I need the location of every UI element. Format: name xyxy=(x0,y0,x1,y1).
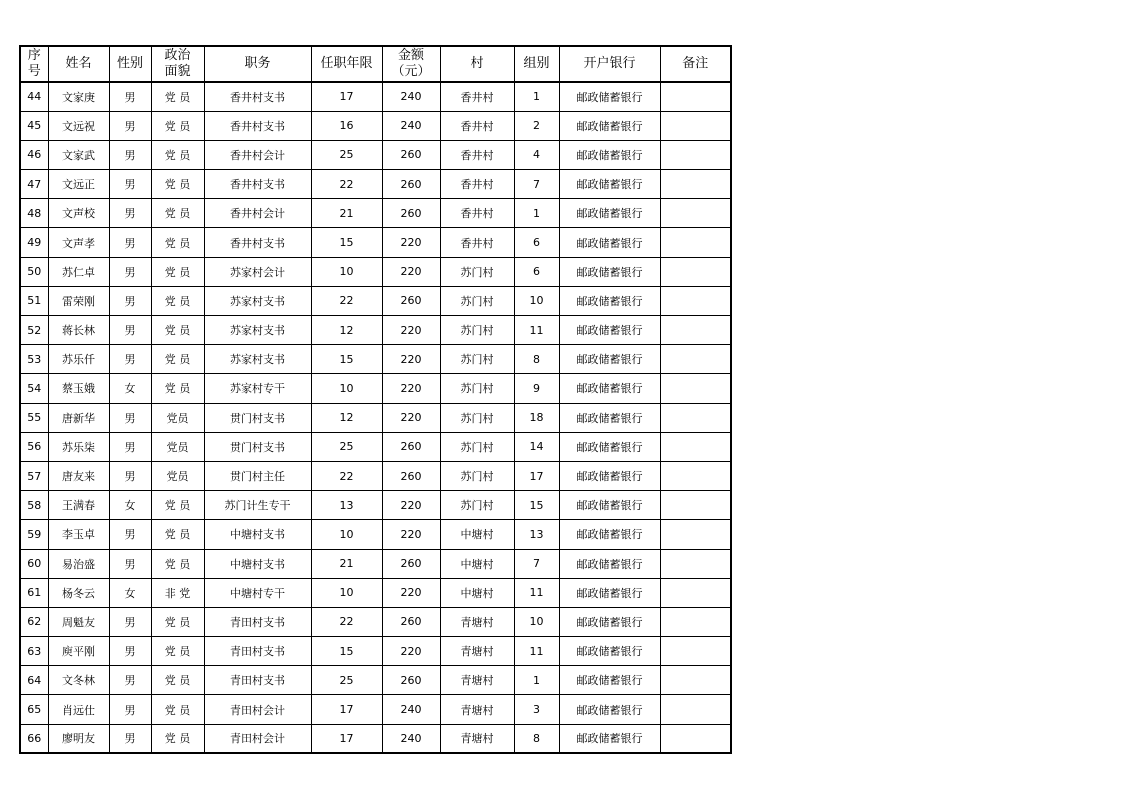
cell-party: 党 员 xyxy=(151,724,204,753)
cell-bank: 邮政储蓄银行 xyxy=(559,111,660,140)
cell-party: 党 员 xyxy=(151,257,204,286)
table-row xyxy=(20,491,731,520)
table-row xyxy=(20,724,731,753)
cell-name: 苏乐仟 xyxy=(48,345,109,374)
cell-gender: 男 xyxy=(109,199,151,228)
cell-gender: 男 xyxy=(109,432,151,461)
cell-gender: 女 xyxy=(109,578,151,607)
cell-bank: 邮政储蓄银行 xyxy=(559,345,660,374)
cell-bank: 邮政储蓄银行 xyxy=(559,695,660,724)
cell-group: 7 xyxy=(514,170,559,199)
cell-seq: 59 xyxy=(20,520,48,549)
table-row xyxy=(20,345,731,374)
table-row xyxy=(20,199,731,228)
cell-remark xyxy=(660,403,731,432)
cell-tenure: 10 xyxy=(311,578,382,607)
cell-amount: 240 xyxy=(382,111,440,140)
cell-gender: 男 xyxy=(109,461,151,490)
cell-bank: 邮政储蓄银行 xyxy=(559,228,660,257)
cell-amount: 260 xyxy=(382,607,440,636)
cell-position: 青田村会计 xyxy=(204,695,311,724)
cell-amount: 240 xyxy=(382,724,440,753)
cell-village: 青塘村 xyxy=(440,724,514,753)
cell-group: 8 xyxy=(514,345,559,374)
cell-remark xyxy=(660,374,731,403)
cell-village: 香井村 xyxy=(440,170,514,199)
cell-position: 贯门村支书 xyxy=(204,432,311,461)
cell-remark xyxy=(660,491,731,520)
cell-remark xyxy=(660,111,731,140)
cell-tenure: 12 xyxy=(311,403,382,432)
cell-seq: 64 xyxy=(20,666,48,695)
roster-table xyxy=(19,45,732,754)
header-name: 姓名 xyxy=(48,46,109,82)
cell-village: 苏门村 xyxy=(440,316,514,345)
cell-tenure: 17 xyxy=(311,695,382,724)
cell-name: 文声孝 xyxy=(48,228,109,257)
cell-seq: 66 xyxy=(20,724,48,753)
cell-position: 中塘村专干 xyxy=(204,578,311,607)
cell-position: 青田村支书 xyxy=(204,637,311,666)
cell-name: 廖明友 xyxy=(48,724,109,753)
cell-remark xyxy=(660,82,731,111)
cell-gender: 男 xyxy=(109,140,151,169)
cell-seq: 46 xyxy=(20,140,48,169)
cell-position: 中塘村支书 xyxy=(204,520,311,549)
cell-position: 香井村支书 xyxy=(204,228,311,257)
cell-seq: 58 xyxy=(20,491,48,520)
cell-group: 1 xyxy=(514,199,559,228)
cell-village: 中塘村 xyxy=(440,520,514,549)
cell-remark xyxy=(660,578,731,607)
cell-seq: 57 xyxy=(20,461,48,490)
cell-party: 党 员 xyxy=(151,637,204,666)
cell-remark xyxy=(660,724,731,753)
cell-party: 党 员 xyxy=(151,82,204,111)
header-group: 组别 xyxy=(514,46,559,82)
cell-village: 中塘村 xyxy=(440,549,514,578)
cell-party: 党 员 xyxy=(151,316,204,345)
cell-bank: 邮政储蓄银行 xyxy=(559,666,660,695)
cell-amount: 220 xyxy=(382,228,440,257)
cell-remark xyxy=(660,695,731,724)
cell-tenure: 15 xyxy=(311,228,382,257)
cell-remark xyxy=(660,228,731,257)
cell-amount: 260 xyxy=(382,170,440,199)
cell-bank: 邮政储蓄银行 xyxy=(559,520,660,549)
cell-tenure: 17 xyxy=(311,82,382,111)
cell-bank: 邮政储蓄银行 xyxy=(559,257,660,286)
header-seq xyxy=(20,46,48,82)
cell-tenure: 13 xyxy=(311,491,382,520)
cell-village: 苏门村 xyxy=(440,257,514,286)
cell-group: 18 xyxy=(514,403,559,432)
cell-village: 苏门村 xyxy=(440,374,514,403)
table-row xyxy=(20,461,731,490)
cell-party: 党员 xyxy=(151,461,204,490)
cell-position: 中塘村支书 xyxy=(204,549,311,578)
cell-tenure: 22 xyxy=(311,170,382,199)
cell-name: 文声校 xyxy=(48,199,109,228)
cell-party: 党 员 xyxy=(151,520,204,549)
table-row xyxy=(20,82,731,111)
cell-village: 青塘村 xyxy=(440,637,514,666)
table-row xyxy=(20,111,731,140)
cell-position: 香井村支书 xyxy=(204,170,311,199)
cell-remark xyxy=(660,549,731,578)
cell-tenure: 12 xyxy=(311,316,382,345)
cell-gender: 女 xyxy=(109,374,151,403)
cell-seq: 61 xyxy=(20,578,48,607)
header-gender: 性别 xyxy=(109,46,151,82)
cell-bank: 邮政储蓄银行 xyxy=(559,432,660,461)
cell-amount: 240 xyxy=(382,695,440,724)
table-row xyxy=(20,637,731,666)
cell-position: 香井村会计 xyxy=(204,199,311,228)
cell-position: 苏家村会计 xyxy=(204,257,311,286)
cell-seq: 50 xyxy=(20,257,48,286)
table-row xyxy=(20,316,731,345)
cell-party: 党 员 xyxy=(151,140,204,169)
cell-village: 苏门村 xyxy=(440,461,514,490)
cell-seq: 56 xyxy=(20,432,48,461)
header-village: 村 xyxy=(440,46,514,82)
cell-amount: 260 xyxy=(382,199,440,228)
cell-gender: 男 xyxy=(109,316,151,345)
cell-tenure: 21 xyxy=(311,549,382,578)
cell-name: 文远正 xyxy=(48,170,109,199)
cell-group: 11 xyxy=(514,316,559,345)
cell-bank: 邮政储蓄银行 xyxy=(559,637,660,666)
cell-seq: 49 xyxy=(20,228,48,257)
cell-bank: 邮政储蓄银行 xyxy=(559,403,660,432)
cell-party: 党 员 xyxy=(151,549,204,578)
table-row xyxy=(20,403,731,432)
cell-remark xyxy=(660,345,731,374)
cell-bank: 邮政储蓄银行 xyxy=(559,199,660,228)
cell-name: 杨冬云 xyxy=(48,578,109,607)
cell-group: 6 xyxy=(514,257,559,286)
cell-position: 香井村会计 xyxy=(204,140,311,169)
cell-seq: 51 xyxy=(20,286,48,315)
cell-seq: 54 xyxy=(20,374,48,403)
cell-amount: 260 xyxy=(382,286,440,315)
cell-position: 苏家村专干 xyxy=(204,374,311,403)
header-remark: 备注 xyxy=(660,46,731,82)
cell-tenure: 15 xyxy=(311,637,382,666)
cell-gender: 男 xyxy=(109,170,151,199)
cell-amount: 220 xyxy=(382,637,440,666)
cell-seq: 45 xyxy=(20,111,48,140)
cell-remark xyxy=(660,316,731,345)
cell-name: 苏乐柒 xyxy=(48,432,109,461)
cell-gender: 男 xyxy=(109,520,151,549)
cell-name: 李玉卓 xyxy=(48,520,109,549)
cell-position: 贯门村主任 xyxy=(204,461,311,490)
cell-tenure: 25 xyxy=(311,140,382,169)
cell-amount: 240 xyxy=(382,82,440,111)
cell-gender: 男 xyxy=(109,666,151,695)
cell-position: 青田村支书 xyxy=(204,666,311,695)
cell-village: 香井村 xyxy=(440,111,514,140)
cell-gender: 女 xyxy=(109,491,151,520)
cell-party: 党 员 xyxy=(151,491,204,520)
table-row xyxy=(20,228,731,257)
cell-party: 党 员 xyxy=(151,666,204,695)
cell-amount: 260 xyxy=(382,461,440,490)
cell-amount: 220 xyxy=(382,520,440,549)
cell-amount: 220 xyxy=(382,403,440,432)
cell-bank: 邮政储蓄银行 xyxy=(559,286,660,315)
cell-party: 党 员 xyxy=(151,345,204,374)
cell-bank: 邮政储蓄银行 xyxy=(559,140,660,169)
cell-village: 青塘村 xyxy=(440,695,514,724)
table-row xyxy=(20,578,731,607)
cell-group: 2 xyxy=(514,111,559,140)
cell-tenure: 22 xyxy=(311,286,382,315)
cell-amount: 260 xyxy=(382,666,440,695)
cell-position: 青田村会计 xyxy=(204,724,311,753)
table-row xyxy=(20,257,731,286)
table-row xyxy=(20,140,731,169)
cell-seq: 47 xyxy=(20,170,48,199)
cell-tenure: 22 xyxy=(311,461,382,490)
cell-group: 9 xyxy=(514,374,559,403)
cell-tenure: 10 xyxy=(311,520,382,549)
cell-seq: 65 xyxy=(20,695,48,724)
cell-amount: 220 xyxy=(382,374,440,403)
cell-amount: 220 xyxy=(382,316,440,345)
cell-seq: 60 xyxy=(20,549,48,578)
table-row xyxy=(20,432,731,461)
cell-group: 6 xyxy=(514,228,559,257)
cell-bank: 邮政储蓄银行 xyxy=(559,491,660,520)
cell-party: 党员 xyxy=(151,432,204,461)
cell-village: 青塘村 xyxy=(440,607,514,636)
cell-position: 香井村支书 xyxy=(204,82,311,111)
header-seq-line1: 序 xyxy=(27,48,41,63)
cell-gender: 男 xyxy=(109,607,151,636)
cell-amount: 220 xyxy=(382,578,440,607)
cell-seq: 44 xyxy=(20,82,48,111)
cell-group: 1 xyxy=(514,82,559,111)
table-row xyxy=(20,520,731,549)
cell-gender: 男 xyxy=(109,724,151,753)
cell-party: 党员 xyxy=(151,403,204,432)
header-row xyxy=(20,46,731,82)
cell-group: 4 xyxy=(514,140,559,169)
cell-tenure: 16 xyxy=(311,111,382,140)
cell-gender: 男 xyxy=(109,549,151,578)
cell-name: 唐友来 xyxy=(48,461,109,490)
table-row xyxy=(20,286,731,315)
cell-seq: 52 xyxy=(20,316,48,345)
cell-village: 香井村 xyxy=(440,228,514,257)
cell-remark xyxy=(660,257,731,286)
cell-position: 贯门村支书 xyxy=(204,403,311,432)
cell-remark xyxy=(660,286,731,315)
cell-group: 1 xyxy=(514,666,559,695)
cell-tenure: 22 xyxy=(311,607,382,636)
cell-group: 17 xyxy=(514,461,559,490)
cell-remark xyxy=(660,607,731,636)
cell-name: 庾平刚 xyxy=(48,637,109,666)
cell-village: 苏门村 xyxy=(440,491,514,520)
cell-seq: 63 xyxy=(20,637,48,666)
cell-position: 苏门计生专干 xyxy=(204,491,311,520)
cell-party: 党 员 xyxy=(151,374,204,403)
table-row xyxy=(20,549,731,578)
cell-amount: 220 xyxy=(382,257,440,286)
cell-bank: 邮政储蓄银行 xyxy=(559,316,660,345)
cell-party: 党 员 xyxy=(151,170,204,199)
cell-seq: 53 xyxy=(20,345,48,374)
cell-village: 香井村 xyxy=(440,82,514,111)
cell-position: 苏家村支书 xyxy=(204,316,311,345)
cell-group: 10 xyxy=(514,286,559,315)
header-amount xyxy=(382,46,440,82)
header-party xyxy=(151,46,204,82)
cell-village: 苏门村 xyxy=(440,286,514,315)
cell-remark xyxy=(660,199,731,228)
cell-party: 党 员 xyxy=(151,199,204,228)
cell-group: 13 xyxy=(514,520,559,549)
cell-group: 7 xyxy=(514,549,559,578)
cell-gender: 男 xyxy=(109,228,151,257)
table-row xyxy=(20,170,731,199)
table-row xyxy=(20,695,731,724)
header-party-line2: 面貌 xyxy=(164,64,191,79)
cell-tenure: 17 xyxy=(311,724,382,753)
cell-position: 苏家村支书 xyxy=(204,286,311,315)
cell-group: 3 xyxy=(514,695,559,724)
cell-name: 唐新华 xyxy=(48,403,109,432)
cell-remark xyxy=(660,432,731,461)
cell-tenure: 25 xyxy=(311,432,382,461)
cell-tenure: 10 xyxy=(311,257,382,286)
table-row xyxy=(20,666,731,695)
cell-bank: 邮政储蓄银行 xyxy=(559,607,660,636)
cell-village: 中塘村 xyxy=(440,578,514,607)
cell-bank: 邮政储蓄银行 xyxy=(559,170,660,199)
cell-name: 文远祝 xyxy=(48,111,109,140)
cell-tenure: 21 xyxy=(311,199,382,228)
cell-party: 党 员 xyxy=(151,607,204,636)
cell-party: 党 员 xyxy=(151,228,204,257)
cell-bank: 邮政储蓄银行 xyxy=(559,724,660,753)
cell-remark xyxy=(660,666,731,695)
header-tenure: 任职年限 xyxy=(311,46,382,82)
cell-seq: 55 xyxy=(20,403,48,432)
cell-tenure: 25 xyxy=(311,666,382,695)
cell-name: 文冬林 xyxy=(48,666,109,695)
cell-party: 党 员 xyxy=(151,111,204,140)
table-row xyxy=(20,607,731,636)
cell-gender: 男 xyxy=(109,257,151,286)
cell-bank: 邮政储蓄银行 xyxy=(559,549,660,578)
cell-bank: 邮政储蓄银行 xyxy=(559,82,660,111)
cell-name: 雷荣刚 xyxy=(48,286,109,315)
cell-party: 党 员 xyxy=(151,286,204,315)
cell-group: 8 xyxy=(514,724,559,753)
cell-seq: 48 xyxy=(20,199,48,228)
cell-village: 苏门村 xyxy=(440,345,514,374)
cell-name: 文家武 xyxy=(48,140,109,169)
cell-name: 苏仁卓 xyxy=(48,257,109,286)
cell-amount: 260 xyxy=(382,549,440,578)
cell-amount: 260 xyxy=(382,140,440,169)
cell-amount: 220 xyxy=(382,491,440,520)
cell-remark xyxy=(660,140,731,169)
header-bank: 开户银行 xyxy=(559,46,660,82)
cell-name: 周魁友 xyxy=(48,607,109,636)
header-amount-line1: 金额 xyxy=(397,48,424,63)
cell-group: 15 xyxy=(514,491,559,520)
cell-group: 10 xyxy=(514,607,559,636)
cell-remark xyxy=(660,520,731,549)
cell-party: 非 党 xyxy=(151,578,204,607)
cell-gender: 男 xyxy=(109,111,151,140)
header-party-line1: 政治 xyxy=(164,48,191,63)
cell-tenure: 15 xyxy=(311,345,382,374)
cell-bank: 邮政储蓄银行 xyxy=(559,461,660,490)
cell-name: 王满春 xyxy=(48,491,109,520)
cell-amount: 260 xyxy=(382,432,440,461)
cell-position: 青田村支书 xyxy=(204,607,311,636)
cell-name: 蔡玉娥 xyxy=(48,374,109,403)
cell-position: 香井村支书 xyxy=(204,111,311,140)
roster-body xyxy=(20,82,731,753)
cell-group: 11 xyxy=(514,637,559,666)
cell-name: 易治盛 xyxy=(48,549,109,578)
cell-gender: 男 xyxy=(109,637,151,666)
table-row xyxy=(20,374,731,403)
cell-gender: 男 xyxy=(109,403,151,432)
cell-remark xyxy=(660,170,731,199)
cell-amount: 220 xyxy=(382,345,440,374)
cell-village: 青塘村 xyxy=(440,666,514,695)
cell-group: 14 xyxy=(514,432,559,461)
cell-village: 香井村 xyxy=(440,199,514,228)
cell-position: 苏家村支书 xyxy=(204,345,311,374)
header-seq-line2: 号 xyxy=(27,64,41,79)
cell-remark xyxy=(660,637,731,666)
cell-village: 苏门村 xyxy=(440,403,514,432)
cell-seq: 62 xyxy=(20,607,48,636)
cell-bank: 邮政储蓄银行 xyxy=(559,374,660,403)
cell-bank: 邮政储蓄银行 xyxy=(559,578,660,607)
cell-gender: 男 xyxy=(109,286,151,315)
cell-name: 蒋长林 xyxy=(48,316,109,345)
cell-group: 11 xyxy=(514,578,559,607)
cell-gender: 男 xyxy=(109,82,151,111)
cell-tenure: 10 xyxy=(311,374,382,403)
cell-gender: 男 xyxy=(109,345,151,374)
cell-gender: 男 xyxy=(109,695,151,724)
cell-remark xyxy=(660,461,731,490)
cell-village: 苏门村 xyxy=(440,432,514,461)
cell-name: 肖远仕 xyxy=(48,695,109,724)
cell-party: 党 员 xyxy=(151,695,204,724)
cell-name: 文家庚 xyxy=(48,82,109,111)
header-amount-line2: （元） xyxy=(391,64,431,79)
cell-village: 香井村 xyxy=(440,140,514,169)
header-position: 职务 xyxy=(204,46,311,82)
